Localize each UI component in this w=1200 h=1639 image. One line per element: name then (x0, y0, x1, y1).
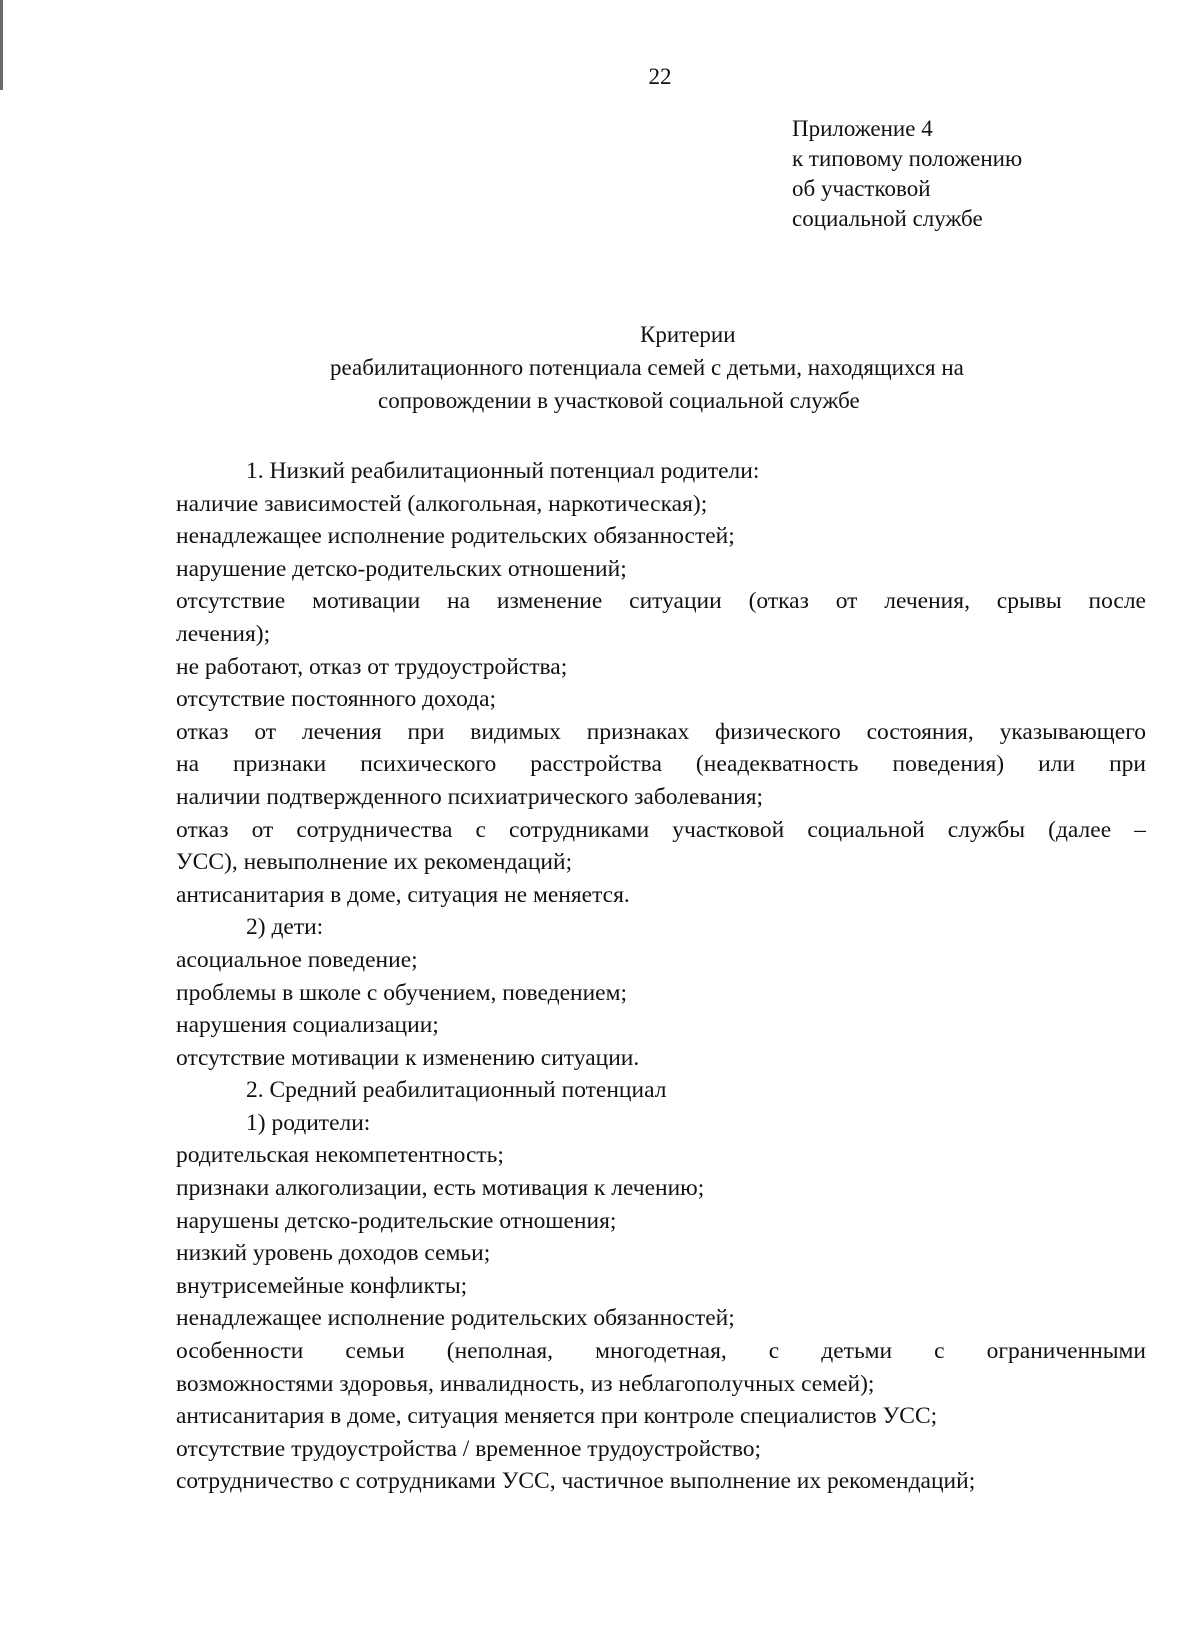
body-line: антисанитария в доме, ситуация меняется при контроле специалистов УСС; (176, 1403, 938, 1430)
body-line: отказ от лечения при видимых признаках физического состояния, указывающего (176, 718, 1146, 745)
body-line: нарушения социализации; (176, 1012, 439, 1039)
body-line: проблемы в школе с обучением, поведением; (176, 979, 627, 1006)
body-line: признаки алкоголизации, есть мотивация к лечению; (176, 1175, 705, 1202)
body-line: нарушение детско-родительских отношений; (176, 555, 627, 582)
body-line: сотрудничество с сотрудниками УСС, частичное выполнение их рекомендаций; (176, 1468, 976, 1495)
page-number: 22 (648, 64, 672, 89)
body-line: наличие зависимостей (алкогольная, наркотическая); (176, 490, 708, 517)
appendix-line: к типовому положению (792, 146, 1023, 171)
appendix-line: Приложение 4 (792, 116, 933, 141)
title-line: реабилитационного потенциала семей с детьми, находящихся на (330, 355, 964, 380)
body-line: нарушены детско-родительские отношения; (176, 1207, 617, 1234)
body-line: возможностями здоровья, инвалидность, из неблагополучных семей); (176, 1370, 875, 1397)
appendix-header (792, 114, 1022, 234)
body-line: 1) родители: (246, 1109, 371, 1136)
body-line: отсутствие трудоустройства / временное трудоустройство; (176, 1435, 762, 1462)
body-line: отсутствие мотивации на изменение ситуации (отказ от лечения, срывы после (176, 588, 1146, 615)
document-body (176, 455, 1146, 1498)
body-line: не работают, отказ от трудоустройства; (176, 653, 568, 680)
appendix-line: об участковой (792, 176, 931, 201)
body-line: лечения); (176, 620, 271, 647)
body-line: низкий уровень доходов семьи; (176, 1240, 491, 1267)
body-line: внутрисемейные конфликты; (176, 1272, 468, 1299)
body-line: отсутствие мотивации к изменению ситуации. (176, 1044, 640, 1071)
body-line: отказ от сотрудничества с сотрудниками участковой социальной службы (далее – (176, 816, 1146, 843)
body-line: 1. Низкий реабилитационный потенциал родители: (246, 458, 760, 484)
appendix-line: социальной службе (792, 206, 983, 231)
body-line: асоциальное поведение; (176, 946, 418, 973)
title-line: сопровождении в участковой социальной службе (378, 388, 860, 413)
body-line: антисанитария в доме, ситуация не меняется. (176, 881, 630, 908)
body-line: 2. Средний реабилитационный потенциал (246, 1077, 667, 1104)
title-word: Критерии (640, 322, 736, 347)
body-line: родительская некомпетентность; (176, 1142, 504, 1169)
body-line: отсутствие постоянного дохода; (176, 686, 497, 713)
body-line: 2) дети: (246, 914, 324, 941)
body-line: ненадлежащее исполнение родительских обязанностей; (176, 1305, 735, 1332)
body-line: особенности семьи (неполная, многодетная, с детьми с ограниченными (176, 1338, 1146, 1365)
body-line: УСС), невыполнение их рекомендаций; (176, 849, 573, 876)
body-line: ненадлежащее исполнение родительских обязанностей; (176, 523, 735, 550)
body-line: наличии подтвержденного психиатрического заболевания; (176, 783, 764, 810)
body-line: на признаки психического расстройства (неадекватность поведения) или при (176, 751, 1146, 778)
